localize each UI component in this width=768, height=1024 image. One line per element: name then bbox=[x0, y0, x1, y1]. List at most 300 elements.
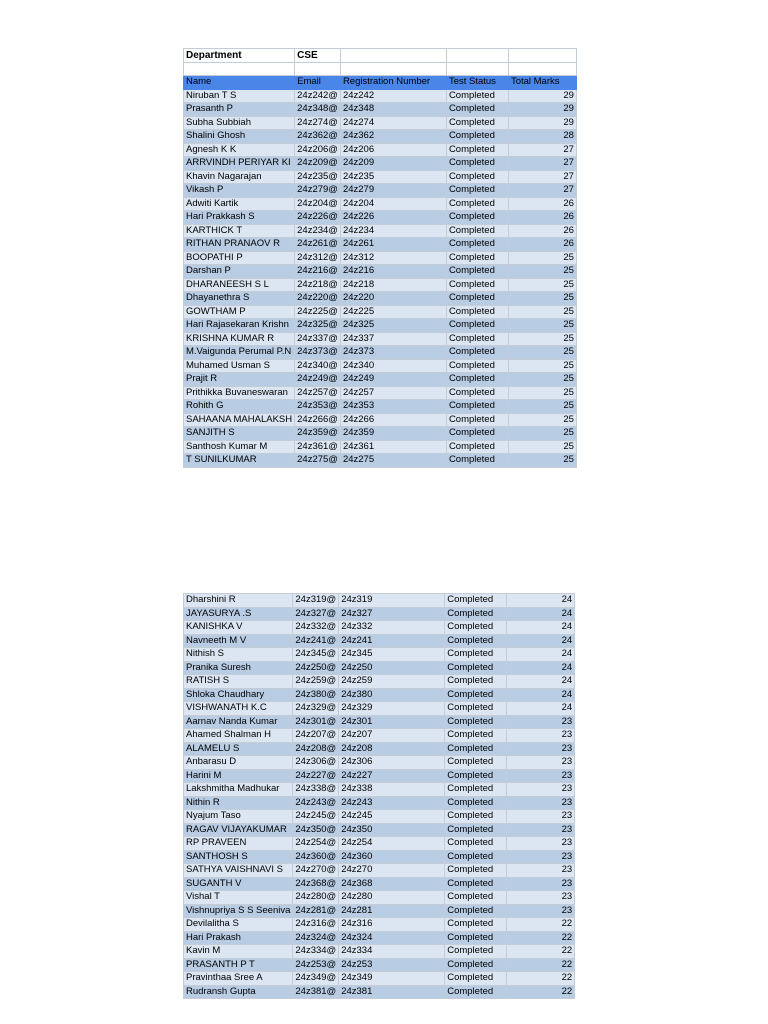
table-row bbox=[184, 688, 575, 702]
table-row bbox=[184, 454, 577, 468]
registration-number: 24z208 bbox=[339, 742, 445, 756]
table-row bbox=[184, 184, 577, 198]
registration-number: 24z327 bbox=[339, 607, 445, 621]
total-marks: 22 bbox=[507, 958, 575, 972]
student-name: Niruban T S bbox=[184, 89, 295, 103]
registration-number: 24z312 bbox=[340, 251, 446, 265]
student-email: 24z241@ bbox=[293, 634, 339, 648]
registration-number: 24z245 bbox=[339, 810, 445, 824]
registration-number: 24z349 bbox=[339, 972, 445, 986]
student-name: Nyajum Taso bbox=[184, 810, 293, 824]
total-marks: 23 bbox=[507, 877, 575, 891]
table-row bbox=[184, 143, 577, 157]
student-name: VISHWANATH K.C bbox=[184, 702, 293, 716]
student-name: Shalini Ghosh bbox=[184, 130, 295, 144]
total-marks: 24 bbox=[507, 634, 575, 648]
registration-number: 24z216 bbox=[340, 265, 446, 279]
student-name: Subha Subbiah bbox=[184, 116, 295, 130]
test-status: Completed bbox=[445, 904, 507, 918]
student-email: 24z337@ bbox=[295, 332, 341, 346]
student-name: Muhamed Usman S bbox=[184, 359, 295, 373]
table-row bbox=[184, 661, 575, 675]
table-row bbox=[184, 319, 577, 333]
student-email: 24z345@ bbox=[293, 648, 339, 662]
registration-number: 24z373 bbox=[340, 346, 446, 360]
registration-number: 24z209 bbox=[340, 157, 446, 171]
student-name: SANTHOSH S bbox=[184, 850, 293, 864]
student-name: KARTHICK T bbox=[184, 224, 295, 238]
test-status: Completed bbox=[446, 332, 508, 346]
test-status: Completed bbox=[446, 197, 508, 211]
total-marks: 25 bbox=[508, 427, 576, 441]
registration-number: 24z242 bbox=[340, 89, 446, 103]
total-marks: 23 bbox=[507, 796, 575, 810]
total-marks: 25 bbox=[508, 292, 576, 306]
registration-number: 24z220 bbox=[340, 292, 446, 306]
student-email: 24z207@ bbox=[293, 729, 339, 743]
test-status: Completed bbox=[446, 386, 508, 400]
student-email: 24z361@ bbox=[295, 440, 341, 454]
student-name: Nithin R bbox=[184, 796, 293, 810]
test-status: Completed bbox=[445, 661, 507, 675]
total-marks: 24 bbox=[507, 621, 575, 635]
test-status: Completed bbox=[445, 729, 507, 743]
header-total-marks: Total Marks bbox=[508, 76, 576, 90]
student-email: 24z329@ bbox=[293, 702, 339, 716]
registration-number: 24z332 bbox=[339, 621, 445, 635]
table-row bbox=[184, 864, 575, 878]
test-status: Completed bbox=[445, 931, 507, 945]
test-status: Completed bbox=[446, 400, 508, 414]
student-email: 24z325@ bbox=[295, 319, 341, 333]
total-marks: 27 bbox=[508, 157, 576, 171]
table-row bbox=[184, 89, 577, 103]
student-email: 24z254@ bbox=[293, 837, 339, 851]
registration-number: 24z301 bbox=[339, 715, 445, 729]
test-status: Completed bbox=[445, 891, 507, 905]
student-email: 24z281@ bbox=[293, 904, 339, 918]
test-status: Completed bbox=[445, 675, 507, 689]
student-email: 24z348@ bbox=[295, 103, 341, 117]
total-marks: 26 bbox=[508, 238, 576, 252]
student-email: 24z359@ bbox=[295, 427, 341, 441]
student-email: 24z218@ bbox=[295, 278, 341, 292]
student-email: 24z274@ bbox=[295, 116, 341, 130]
test-status: Completed bbox=[446, 170, 508, 184]
table-row bbox=[184, 985, 575, 999]
test-status: Completed bbox=[445, 823, 507, 837]
test-status: Completed bbox=[446, 427, 508, 441]
department-label: Department bbox=[184, 49, 295, 63]
table-row bbox=[184, 278, 577, 292]
registration-number: 24z259 bbox=[339, 675, 445, 689]
total-marks: 23 bbox=[507, 756, 575, 770]
registration-number: 24z324 bbox=[339, 931, 445, 945]
marks-table-page-1 bbox=[183, 48, 577, 468]
test-status: Completed bbox=[445, 634, 507, 648]
total-marks: 29 bbox=[508, 103, 576, 117]
registration-number: 24z325 bbox=[340, 319, 446, 333]
student-email: 24z275@ bbox=[295, 454, 341, 468]
student-email: 24z259@ bbox=[293, 675, 339, 689]
registration-number: 24z350 bbox=[339, 823, 445, 837]
total-marks: 29 bbox=[508, 89, 576, 103]
total-marks: 26 bbox=[508, 197, 576, 211]
student-email: 24z227@ bbox=[293, 769, 339, 783]
student-email: 24z235@ bbox=[295, 170, 341, 184]
registration-number: 24z207 bbox=[339, 729, 445, 743]
test-status: Completed bbox=[446, 116, 508, 130]
test-status: Completed bbox=[446, 143, 508, 157]
registration-number: 24z234 bbox=[340, 224, 446, 238]
test-status: Completed bbox=[445, 756, 507, 770]
student-name: SUGANTH V bbox=[184, 877, 293, 891]
student-email: 24z253@ bbox=[293, 958, 339, 972]
table-row bbox=[184, 292, 577, 306]
student-name: Ahamed Shalman H bbox=[184, 729, 293, 743]
student-email: 24z360@ bbox=[293, 850, 339, 864]
total-marks: 25 bbox=[508, 413, 576, 427]
student-email: 24z334@ bbox=[293, 945, 339, 959]
student-name: Pranika Suresh bbox=[184, 661, 293, 675]
table-row bbox=[184, 837, 575, 851]
total-marks: 25 bbox=[508, 305, 576, 319]
student-email: 24z368@ bbox=[293, 877, 339, 891]
student-name: SAHAANA MAHALAKSH bbox=[184, 413, 295, 427]
student-name: Prasanth P bbox=[184, 103, 295, 117]
student-email: 24z234@ bbox=[295, 224, 341, 238]
registration-number: 24z281 bbox=[339, 904, 445, 918]
student-email: 24z204@ bbox=[295, 197, 341, 211]
student-email: 24z270@ bbox=[293, 864, 339, 878]
registration-number: 24z225 bbox=[340, 305, 446, 319]
total-marks: 24 bbox=[507, 607, 575, 621]
student-name: JAYASURYA .S bbox=[184, 607, 293, 621]
registration-number: 24z270 bbox=[339, 864, 445, 878]
student-name: M.Vaigunda Perumal P.N bbox=[184, 346, 295, 360]
table-row bbox=[184, 103, 577, 117]
test-status: Completed bbox=[446, 89, 508, 103]
registration-number: 24z280 bbox=[339, 891, 445, 905]
student-name: Anbarasu D bbox=[184, 756, 293, 770]
test-status: Completed bbox=[445, 810, 507, 824]
total-marks: 24 bbox=[507, 675, 575, 689]
total-marks: 27 bbox=[508, 184, 576, 198]
table-row bbox=[184, 386, 577, 400]
student-name: Harini M bbox=[184, 769, 293, 783]
total-marks: 23 bbox=[507, 715, 575, 729]
student-email: 24z220@ bbox=[295, 292, 341, 306]
total-marks: 24 bbox=[507, 594, 575, 608]
table-row bbox=[184, 332, 577, 346]
total-marks: 23 bbox=[507, 729, 575, 743]
total-marks: 25 bbox=[508, 400, 576, 414]
registration-number: 24z368 bbox=[339, 877, 445, 891]
table-row bbox=[184, 796, 575, 810]
total-marks: 26 bbox=[508, 211, 576, 225]
department-value: CSE bbox=[295, 49, 341, 63]
registration-number: 24z380 bbox=[339, 688, 445, 702]
header-registration-number: Registration Number bbox=[340, 76, 446, 90]
student-name: ALAMELU S bbox=[184, 742, 293, 756]
table-row bbox=[184, 972, 575, 986]
total-marks: 23 bbox=[507, 904, 575, 918]
total-marks: 23 bbox=[507, 837, 575, 851]
student-email: 24z350@ bbox=[293, 823, 339, 837]
table-row bbox=[184, 702, 575, 716]
test-status: Completed bbox=[446, 224, 508, 238]
registration-number: 24z329 bbox=[339, 702, 445, 716]
total-marks: 23 bbox=[507, 783, 575, 797]
registration-number: 24z340 bbox=[340, 359, 446, 373]
registration-number: 24z359 bbox=[340, 427, 446, 441]
total-marks: 22 bbox=[507, 931, 575, 945]
table-row bbox=[184, 427, 577, 441]
test-status: Completed bbox=[446, 103, 508, 117]
test-status: Completed bbox=[446, 238, 508, 252]
total-marks: 25 bbox=[508, 440, 576, 454]
student-email: 24z245@ bbox=[293, 810, 339, 824]
student-email: 24z257@ bbox=[295, 386, 341, 400]
student-email: 24z279@ bbox=[295, 184, 341, 198]
registration-number: 24z206 bbox=[340, 143, 446, 157]
table-row bbox=[184, 729, 575, 743]
total-marks: 22 bbox=[507, 918, 575, 932]
table-row bbox=[184, 823, 575, 837]
total-marks: 24 bbox=[507, 661, 575, 675]
test-status: Completed bbox=[446, 292, 508, 306]
header-row bbox=[184, 76, 577, 90]
student-name: Devilalitha S bbox=[184, 918, 293, 932]
table-row bbox=[184, 346, 577, 360]
student-name: KANISHKA V bbox=[184, 621, 293, 635]
header-test-status: Test Status bbox=[446, 76, 508, 90]
table-row bbox=[184, 238, 577, 252]
student-name: Vishnupriya S S Seeniva bbox=[184, 904, 293, 918]
test-status: Completed bbox=[446, 373, 508, 387]
test-status: Completed bbox=[446, 157, 508, 171]
student-email: 24z250@ bbox=[293, 661, 339, 675]
student-email: 24z380@ bbox=[293, 688, 339, 702]
student-name: Shloka Chaudhary bbox=[184, 688, 293, 702]
total-marks: 23 bbox=[507, 823, 575, 837]
test-status: Completed bbox=[445, 864, 507, 878]
test-status: Completed bbox=[445, 918, 507, 932]
student-name: Lakshmitha Madhukar bbox=[184, 783, 293, 797]
registration-number: 24z348 bbox=[340, 103, 446, 117]
registration-number: 24z274 bbox=[340, 116, 446, 130]
total-marks: 25 bbox=[508, 319, 576, 333]
registration-number: 24z319 bbox=[339, 594, 445, 608]
total-marks: 27 bbox=[508, 170, 576, 184]
student-email: 24z243@ bbox=[293, 796, 339, 810]
student-name: RITHAN PRANAOV R bbox=[184, 238, 295, 252]
test-status: Completed bbox=[445, 945, 507, 959]
student-name: Nithish S bbox=[184, 648, 293, 662]
student-email: 24z324@ bbox=[293, 931, 339, 945]
student-email: 24z338@ bbox=[293, 783, 339, 797]
blank-row bbox=[184, 63, 577, 76]
registration-number: 24z227 bbox=[339, 769, 445, 783]
registration-number: 24z257 bbox=[340, 386, 446, 400]
student-email: 24z373@ bbox=[295, 346, 341, 360]
registration-number: 24z316 bbox=[339, 918, 445, 932]
total-marks: 25 bbox=[508, 386, 576, 400]
student-name: Rudransh Gupta bbox=[184, 985, 293, 999]
table-row bbox=[184, 675, 575, 689]
registration-number: 24z381 bbox=[339, 985, 445, 999]
table-row bbox=[184, 931, 575, 945]
table-row bbox=[184, 756, 575, 770]
registration-number: 24z254 bbox=[339, 837, 445, 851]
student-email: 24z266@ bbox=[295, 413, 341, 427]
student-email: 24z349@ bbox=[293, 972, 339, 986]
student-email: 24z216@ bbox=[295, 265, 341, 279]
student-email: 24z327@ bbox=[293, 607, 339, 621]
table-row bbox=[184, 224, 577, 238]
student-name: Prithikka Buvaneswaran bbox=[184, 386, 295, 400]
table-row bbox=[184, 891, 575, 905]
test-status: Completed bbox=[446, 278, 508, 292]
student-email: 24z319@ bbox=[293, 594, 339, 608]
table-row bbox=[184, 904, 575, 918]
test-status: Completed bbox=[445, 877, 507, 891]
test-status: Completed bbox=[445, 958, 507, 972]
total-marks: 26 bbox=[508, 224, 576, 238]
student-name: SANJITH S bbox=[184, 427, 295, 441]
table-row bbox=[184, 607, 575, 621]
total-marks: 23 bbox=[507, 850, 575, 864]
total-marks: 25 bbox=[508, 332, 576, 346]
header-name: Name bbox=[184, 76, 295, 90]
registration-number: 24z338 bbox=[339, 783, 445, 797]
student-name: Dhayanethra S bbox=[184, 292, 295, 306]
student-name: ARRVINDH PERIYAR KI bbox=[184, 157, 295, 171]
student-name: Rohith G bbox=[184, 400, 295, 414]
registration-number: 24z253 bbox=[339, 958, 445, 972]
test-status: Completed bbox=[445, 621, 507, 635]
total-marks: 25 bbox=[508, 278, 576, 292]
registration-number: 24z279 bbox=[340, 184, 446, 198]
table-row bbox=[184, 373, 577, 387]
student-name: PRASANTH P T bbox=[184, 958, 293, 972]
student-name: Hari Prakkash S bbox=[184, 211, 295, 225]
student-name: Pravinthaa Sree A bbox=[184, 972, 293, 986]
table-row bbox=[184, 850, 575, 864]
student-name: Prajit R bbox=[184, 373, 295, 387]
table-row bbox=[184, 648, 575, 662]
table-row bbox=[184, 400, 577, 414]
student-email: 24z301@ bbox=[293, 715, 339, 729]
test-status: Completed bbox=[446, 211, 508, 225]
total-marks: 22 bbox=[507, 945, 575, 959]
student-email: 24z340@ bbox=[295, 359, 341, 373]
table-row bbox=[184, 918, 575, 932]
total-marks: 25 bbox=[508, 346, 576, 360]
registration-number: 24z243 bbox=[339, 796, 445, 810]
table-row bbox=[184, 958, 575, 972]
total-marks: 23 bbox=[507, 742, 575, 756]
table-row bbox=[184, 251, 577, 265]
total-marks: 25 bbox=[508, 251, 576, 265]
registration-number: 24z334 bbox=[339, 945, 445, 959]
test-status: Completed bbox=[445, 985, 507, 999]
registration-number: 24z250 bbox=[339, 661, 445, 675]
test-status: Completed bbox=[445, 715, 507, 729]
test-status: Completed bbox=[445, 648, 507, 662]
student-email: 24z362@ bbox=[295, 130, 341, 144]
department-row bbox=[184, 49, 577, 63]
test-status: Completed bbox=[445, 783, 507, 797]
student-email: 24z316@ bbox=[293, 918, 339, 932]
test-status: Completed bbox=[446, 319, 508, 333]
student-name: Aarnav Nanda Kumar bbox=[184, 715, 293, 729]
header-email: Email bbox=[295, 76, 341, 90]
test-status: Completed bbox=[445, 688, 507, 702]
registration-number: 24z241 bbox=[339, 634, 445, 648]
registration-number: 24z345 bbox=[339, 648, 445, 662]
table-row bbox=[184, 634, 575, 648]
student-name: RP PRAVEEN bbox=[184, 837, 293, 851]
registration-number: 24z360 bbox=[339, 850, 445, 864]
student-name: T SUNILKUMAR bbox=[184, 454, 295, 468]
student-name: Vishal T bbox=[184, 891, 293, 905]
table-row bbox=[184, 440, 577, 454]
student-name: Santhosh Kumar M bbox=[184, 440, 295, 454]
table-row bbox=[184, 877, 575, 891]
student-email: 24z206@ bbox=[295, 143, 341, 157]
student-email: 24z280@ bbox=[293, 891, 339, 905]
test-status: Completed bbox=[446, 413, 508, 427]
test-status: Completed bbox=[445, 837, 507, 851]
registration-number: 24z226 bbox=[340, 211, 446, 225]
table-row bbox=[184, 170, 577, 184]
registration-number: 24z306 bbox=[339, 756, 445, 770]
test-status: Completed bbox=[446, 440, 508, 454]
registration-number: 24z361 bbox=[340, 440, 446, 454]
student-email: 24z353@ bbox=[295, 400, 341, 414]
test-status: Completed bbox=[446, 130, 508, 144]
test-status: Completed bbox=[446, 346, 508, 360]
total-marks: 24 bbox=[507, 688, 575, 702]
student-email: 24z332@ bbox=[293, 621, 339, 635]
table-row bbox=[184, 594, 575, 608]
total-marks: 28 bbox=[508, 130, 576, 144]
student-name: Adwiti Kartik bbox=[184, 197, 295, 211]
test-status: Completed bbox=[445, 594, 507, 608]
student-email: 24z209@ bbox=[295, 157, 341, 171]
total-marks: 27 bbox=[508, 143, 576, 157]
total-marks: 22 bbox=[507, 985, 575, 999]
table-row bbox=[184, 211, 577, 225]
table-row bbox=[184, 305, 577, 319]
test-status: Completed bbox=[445, 972, 507, 986]
table-row bbox=[184, 197, 577, 211]
table-row bbox=[184, 715, 575, 729]
registration-number: 24z204 bbox=[340, 197, 446, 211]
student-email: 24z226@ bbox=[295, 211, 341, 225]
test-status: Completed bbox=[446, 265, 508, 279]
table-row bbox=[184, 783, 575, 797]
student-name: Dharshini R bbox=[184, 594, 293, 608]
test-status: Completed bbox=[446, 305, 508, 319]
test-status: Completed bbox=[446, 184, 508, 198]
student-name: Khavin Nagarajan bbox=[184, 170, 295, 184]
registration-number: 24z275 bbox=[340, 454, 446, 468]
table-row bbox=[184, 130, 577, 144]
student-name: GOWTHAM P bbox=[184, 305, 295, 319]
student-email: 24z208@ bbox=[293, 742, 339, 756]
